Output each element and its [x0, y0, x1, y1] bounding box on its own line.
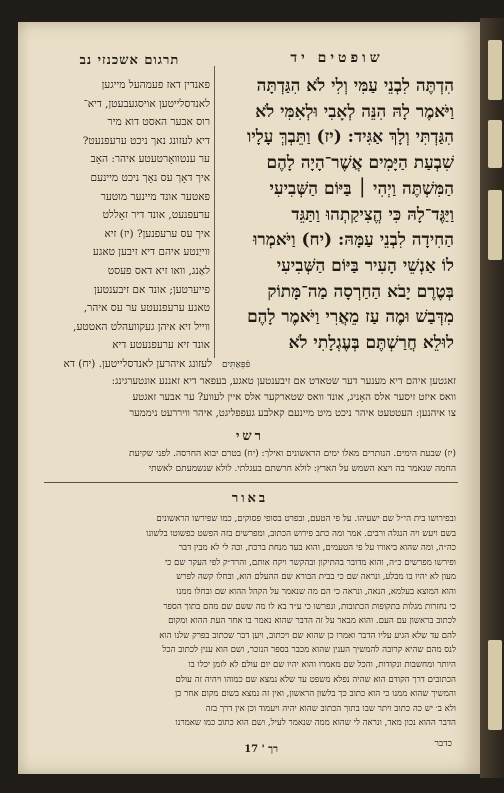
biur-commentary — [48, 512, 456, 731]
rashi-heading: רשי — [236, 429, 264, 444]
text-line: היותר ומחשבות ונקודות, והכל שם מאמרו והוא יהיו שם יום עולם לא לזמן יכלו בו — [188, 659, 456, 670]
text-line: פייערטען; אונד אם זיבענטען — [94, 283, 210, 296]
text-line: לאנדסלייטען אויסגעבעטן, דיא־ — [83, 97, 210, 110]
text-line: ער ענטוואָרטעטע איהר: האָב — [90, 153, 210, 166]
rashi-commentary — [50, 447, 456, 477]
catchword: פֿפְּאַתִּים — [222, 360, 251, 370]
verse-line: לוּלֵא חֲרַשְׁתֶּם בְּעֶגְלָתִי לֹא — [288, 333, 454, 354]
yiddish-column-tail — [52, 355, 212, 374]
biur-heading: באור — [231, 491, 269, 506]
text-line: ווייַנטע איהם דיא זיבען טאגע — [92, 246, 210, 259]
page-edge-tab — [488, 190, 502, 260]
text-line: טאגע ערעפנעטע ער עס איהר, — [83, 302, 210, 315]
text-line: כי נחזרות מגלות בתקופות הכתובות, ונפרשו כי ע״ד בא לו מה ששם שם מהם בתוך הספר — [163, 601, 456, 612]
hebrew-scripture-column — [222, 74, 454, 357]
yiddish-full-width-text — [50, 374, 456, 422]
text-line: צו איהנען: העטטעט איהר ניכט מיט מיינעם קאלבע געפפליגט, איהר וויררעט ניממער — [129, 408, 456, 419]
text-line: זאגטען איהם דיא מענער דער שטאדט אם זיבענטען טאגע, בעפאר דיא זאננע אונטערגינג: — [111, 376, 456, 387]
verse-line: הַמִּשְׁתֶּה וַיְהִי ׀ בַּיּוֹם הַשְּׁבִיעִי — [269, 178, 454, 199]
text-line: כה״ה, ומה שהוא ביאורו על פי הטעמים, והוא בעד מנחת ברכת, וכה לי לא מבין דבר — [178, 543, 456, 554]
text-line: לעזונג איהרען לאנדסלייטען. (יח) דא — [63, 358, 212, 370]
text-line: רוס אבער האסט דוא מיר — [107, 116, 210, 129]
text-line: והמשיך שהוא ממנו כי הוא כתוב כך בלשון הראשון, ואין זה נמצא בשום מקום אחר כן — [174, 689, 456, 700]
signature-mark: רך ' 17 — [244, 744, 278, 755]
footer-catchword: כדבר — [434, 739, 452, 749]
text-line: ופירשו מפרשים כ״ה, והוא מדובר בהתיקון ובהקשר ויקח אותם, והרד״ק לפי העקר שם כי — [164, 557, 456, 568]
text-line: (יז) שבעת הימים. הנותרים מאלו ימים הראשונים ואילך: (יח) בטרם יבוא החרסה. לפני שקיעת — [129, 449, 456, 459]
page-edge-tab — [488, 120, 502, 168]
text-line: פאטער אונד מיינער מוטער — [100, 190, 210, 203]
text-line: איך עס ערעפנען? (יז) זיא — [104, 227, 210, 240]
text-line: לכתוב בראשון עם העם. והוא מבאר על זה הדבר שהוא נאמר בו אחר העת ההוא ומקום — [168, 616, 456, 627]
verse-line: וַיַּגֶּד־לָהּ כִּי הֱצִיקַתְהוּ וַתַּגֵּד — [291, 204, 454, 225]
text-line: דיא לעזונג נאך ניכט ערעפנעט? — [82, 134, 210, 147]
text-line: הכתובים דרך הקודם הוא שהיה נפלא משפט עד שלא נמצא שם כמוהו ויהיה זה עולם — [175, 674, 456, 685]
text-line: אונד זיא ערעפנעטע דיא — [112, 339, 210, 352]
text-line: והוא המוצא בעלמא, הנאה, ונראה כי הם מה שנאמר על הקהל ההוא שם ובחלו ממנו — [176, 586, 456, 597]
text-line: וואס איזט זיסער אלס האָניג, אונד וואס שטארקער אלס איין לעווע? ער אבער זאגטע — [132, 392, 456, 403]
text-line: ובפירושו בית הי״ל שם ישעיהו. על פי הטעם, ובפרט בסופי פסוקים, כמו שפירשו הראשונים — [156, 514, 456, 524]
text-line: איך דאָך עס נאָך ניכט מיינעם — [90, 171, 210, 184]
verse-line: שִׁבְעַת הַיָּמִים אֲשֶׁר־הָיָה לָהֶם — [266, 153, 454, 174]
verse-line: וַיֹּאמֶר לָהּ הִנֵּה לְאָבִי וּלְאִמִּי לֹא — [255, 101, 454, 122]
verse-line: הַחִידָה לִבְנֵי עַמָּהּ: (יח) וַיֹּאמְרוּ — [253, 230, 454, 251]
text-line: הדבר ההוא נכון מאד, ונראה לי שהוא ממה שנאמר לעיל, ושם הוא כתוב כמו שאמרנו — [175, 718, 456, 729]
verse-line: בְּטֶרֶם יָבֹא הַחַרְסָה מַה־מָּתוֹק — [267, 281, 454, 302]
page-edge-tab — [488, 40, 502, 100]
section-divider — [44, 482, 458, 483]
text-line: מעון לא יהיו בו מבלע, ונראה שם כי בבית הבורא שם ההעלם הוא, ובחלו קשה לפרש — [176, 572, 456, 583]
text-line: להם עד שלא הגיע עליו הדבר ואמרו כן שהוא שם ויכתוב, ויען דבר שכתוב בפרק שלנו הוא — [159, 630, 456, 641]
page-edge-tab — [488, 640, 502, 730]
text-line: פאנדין דאז פעמהעל מייגען — [101, 79, 210, 91]
text-line: בשם ויעש ויה הנגלה ורבים. אמר ומה כתב פירוש הכתוב, ומפרשים בזה הפשט כפשוטו בלשונו — [146, 528, 456, 539]
hebrew-running-head: שופטים יד — [290, 50, 384, 66]
text-line: ולא ב׳ יש כה כתוב ויתר שבו בתוך הכתוב שהוא יהיה ויעמוד וכן אין דרך בזה — [205, 703, 456, 714]
book-page — [18, 22, 480, 774]
text-line: החמה שנאמר בה ויצא השמש על הארץ: לולא חרשתם בעגלתי. לולא שנשמעתם לאשתי — [148, 464, 456, 474]
text-line: לנס מהם שהיא קרובה להמשיך הענין שהוא מכבר בספר הנזכר, ושם הוא ענין לכתוב הכל — [162, 645, 456, 656]
verse-line: הִגַּדְתִּי וְלָךְ אַגִּיד: (יז) וַתֵּבְךְּ עָלָיו — [247, 127, 454, 148]
yiddish-translation-column — [52, 76, 210, 355]
text-line: ווייל זיא איהן געקוועהלט האטטע, — [73, 320, 210, 333]
verse-line: לוֹ אַנְשֵׁי הָעִיר בַּיּוֹם הַשְּׁבִיעִי — [276, 255, 454, 276]
verse-line: מִדְּבַשׁ וּמֶה עַז מֵאֲרִי וַיֹּאמֶר לָהֶם — [247, 307, 454, 328]
column-divider — [214, 66, 215, 358]
text-line: לאַנג, וואו זיא דאס פעסט — [107, 264, 210, 277]
verse-line: הִדְתֶּה לִבְנֵי עַמִּי וְלִי לֹא הִגַּדְתָּה — [256, 76, 454, 96]
yiddish-column-title: תרגום אשכנזי נב — [79, 53, 180, 68]
text-line: ערעפנעט, אונד דיר זאָללט — [102, 209, 210, 222]
